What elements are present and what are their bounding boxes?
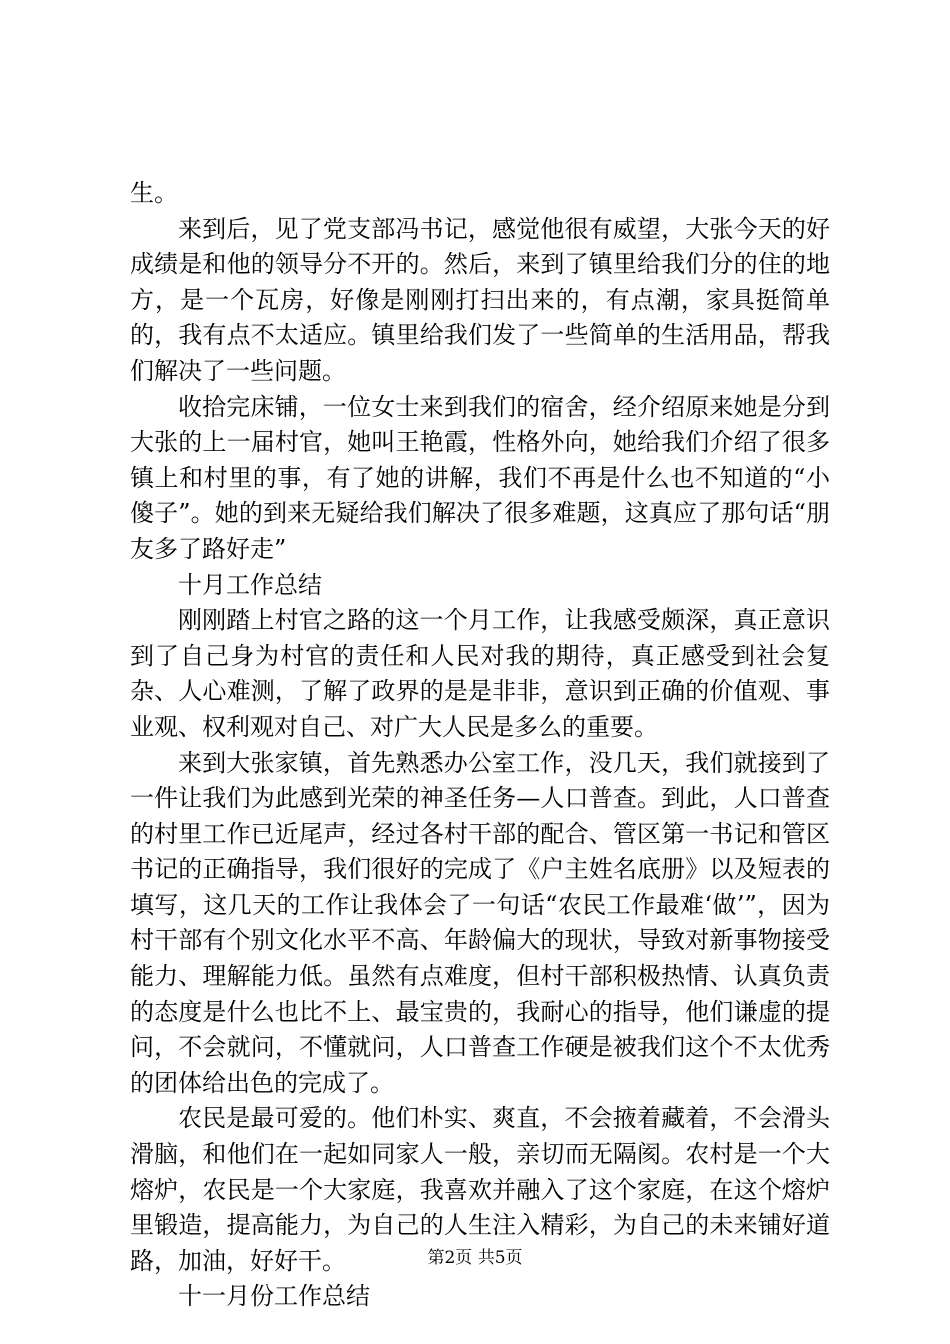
- heading-october-summary: 十月工作总结: [178, 570, 322, 599]
- heading-november-summary: 十一月份工作总结: [178, 1282, 370, 1311]
- paragraph-dormitory: 收拾完床铺，一位女士来到我们的宿舍，经介绍原来她是分到大张的上一届村官，她叫王艳霞，性格外向，她给我们介绍了很多镇上和村里的事，有了她的讲解，我们不再是什么也不知道的“小傻子”。她的到来无疑给我们解决了很多难题，这真应了那句话“朋友多了路好走”: [130, 392, 830, 563]
- document-body: [130, 176, 830, 1315]
- paragraph-continuation: 生。: [130, 179, 178, 207]
- paragraph-arrival: 来到后，见了党支部冯书记，感觉他很有威望，大张今天的好成绩是和他的领导分不开的。然后，来到了镇里给我们分的住的地方，是一个瓦房，好像是刚刚打扫出来的，有点潮，家具挺简单的，我有点不太适应。镇里给我们发了一些简单的生活用品，帮我们解决了一些问题。: [130, 214, 830, 385]
- paragraph-census: 来到大张家镇，首先熟悉办公室工作，没几天，我们就接到了一件让我们为此感到光荣的神圣任务—人口普查。到此，人口普查的村里工作已近尾声，经过各村干部的配合、管区第一书记和管区书记的正确指导，我们很好的完成了《户主姓名底册》以及短表的填写，这几天的工作让我体会了一句话“农民工作最难‘做’”，因为村干部有个别文化水平不高、年龄偏大的现状，导致对新事物接受能力、理解能力低。虽然有点难度，但村干部积极热情、认真负责的态度是什么也比不上、最宝贵的，我耐心的指导，他们谦虚的提问，不会就问，不懂就问，人口普查工作硬是被我们这个不太优秀的团体给出色的完成了。: [130, 748, 830, 1097]
- paragraph-first-month: 刚刚踏上村官之路的这一个月工作，让我感受颇深，真正意识到了自己身为村官的责任和人民对我的期待，真正感受到社会复杂、人心难测，了解了政界的是是非非，意识到正确的价值观、事业观、权利观对自己、对广大人民是多么的重要。: [130, 606, 830, 741]
- paragraph-farmers: 农民是最可爱的。他们朴实、爽直，不会掖着藏着，不会滑头滑脑，和他们在一起如同家人一般，亲切而无隔阂。农村是一个大熔炉，农民是一个大家庭，我喜欢并融入了这个家庭，在这个熔炉里锻造，提高能力，为自己的人生注入精彩，为自己的未来铺好道路，加油，好好干。: [130, 1104, 830, 1275]
- page-footer: 第2页 共5页: [427, 1248, 523, 1268]
